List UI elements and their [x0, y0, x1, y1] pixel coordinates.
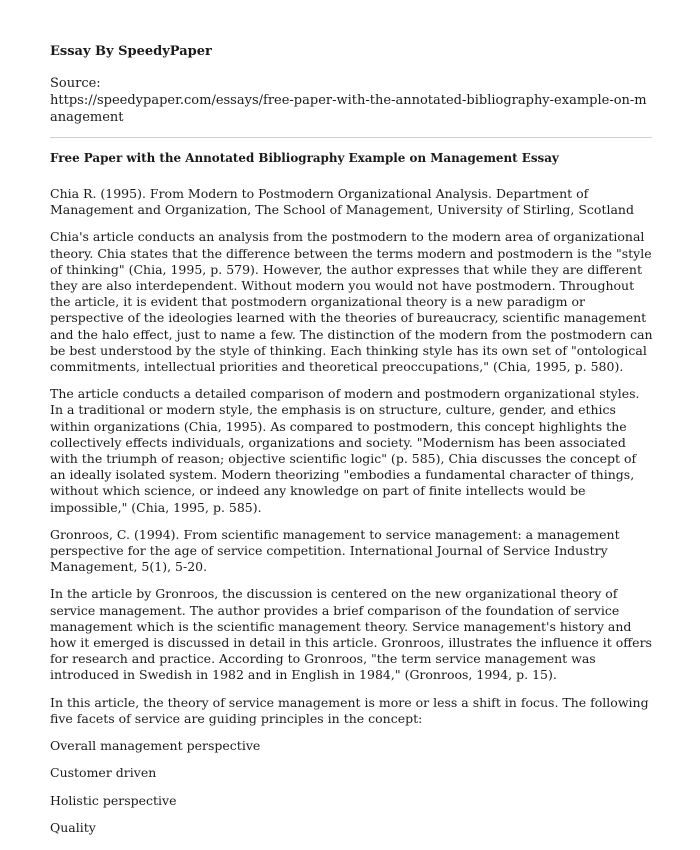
document-body — [50, 150, 655, 847]
list-item: Quality — [50, 819, 96, 835]
source-label: Source: — [50, 76, 101, 91]
paragraph-chia-comparison: The article conducts a detailed comparison of modern and postmodern organizational styles. In a traditional or modern style, the emphasis is on structure, culture, gender, and ethics within organizations (Chia, 1995). As compared to postmodern, this concept highlights the collectively effects individuals, organizations and society. "Modernism has been associated with the triumph of reason; objective scientific logic" (p. 585), Chia discusses the concept of an ideally isolated system. Modern theorizing "embodies a fundamental character of things, without which science, or indeed any knowledge on part of finite intellects would be impossible," (Chia, 1995, p. 585). — [50, 386, 640, 515]
essay-by-label: Essay By SpeedyPaper — [50, 44, 212, 59]
document-header — [50, 43, 655, 126]
document-title: Free Paper with the Annotated Bibliography Example on Management Essay — [50, 151, 559, 165]
list-item: Customer driven — [50, 765, 157, 781]
paragraph-citation-chia: Chia R. (1995). From Modern to Postmodern Organizational Analysis. Department of Management and Organization, The School of Management, University of Stirling, Scotland — [50, 186, 634, 218]
paragraph-chia-summary: Chia's article conducts an analysis from the postmodern to the modern area of organizational theory. Chia states that the difference between the terms modern and postmodern is the "style of thinking" (Chia, 1995, p. 579). However, the author expresses that while they are different they are also interdependent. Without modern you would not have postmodern. Throughout the article, it is evident that postmodern organizational theory is a new paradigm or perspective of the ideologies learned with the theories of bureaucracy, scientific management and the halo effect, just to name a few. The distinction of the modern from the postmodern can be best understood by the style of thinking. Each thinking style has its own set of "ontological commitments, intellectual priorities and theoretical preoccupations," (Chia, 1995, p. 580). — [50, 229, 653, 375]
list-item: Overall management perspective — [50, 738, 261, 754]
source-url-link[interactable]: https://speedypaper.com/essays/free-paper-with-the-annotated-bibliography-example-on-management — [50, 93, 647, 125]
paragraph-citation-gronroos: Gronroos, C. (1994). From scientific management to service management: a management perspective for the age of service competition. International Journal of Service Industry Management, 5(1), 5-20. — [50, 526, 620, 575]
list-item: Holistic perspective — [50, 792, 177, 808]
paragraph-gronroos-summary: In the article by Gronroos, the discussion is centered on the new organizational theory of service management. The author provides a brief comparison of the foundation of service management which is the scientific management theory. Service management's history and how it emerged is discussed in detail in this article. Gronroos, illustrates the influence it offers for research and practice. According to Gronroos, "the term service management was introduced in Swedish in 1982 and in English in 1984," (Gronroos, 1994, p. 15). — [50, 586, 652, 683]
header-divider — [50, 137, 652, 138]
paragraph-service-facets-intro: In this article, the theory of service management is more or less a shift in focus. The following five facets of service are guiding principles in the concept: — [50, 694, 649, 726]
